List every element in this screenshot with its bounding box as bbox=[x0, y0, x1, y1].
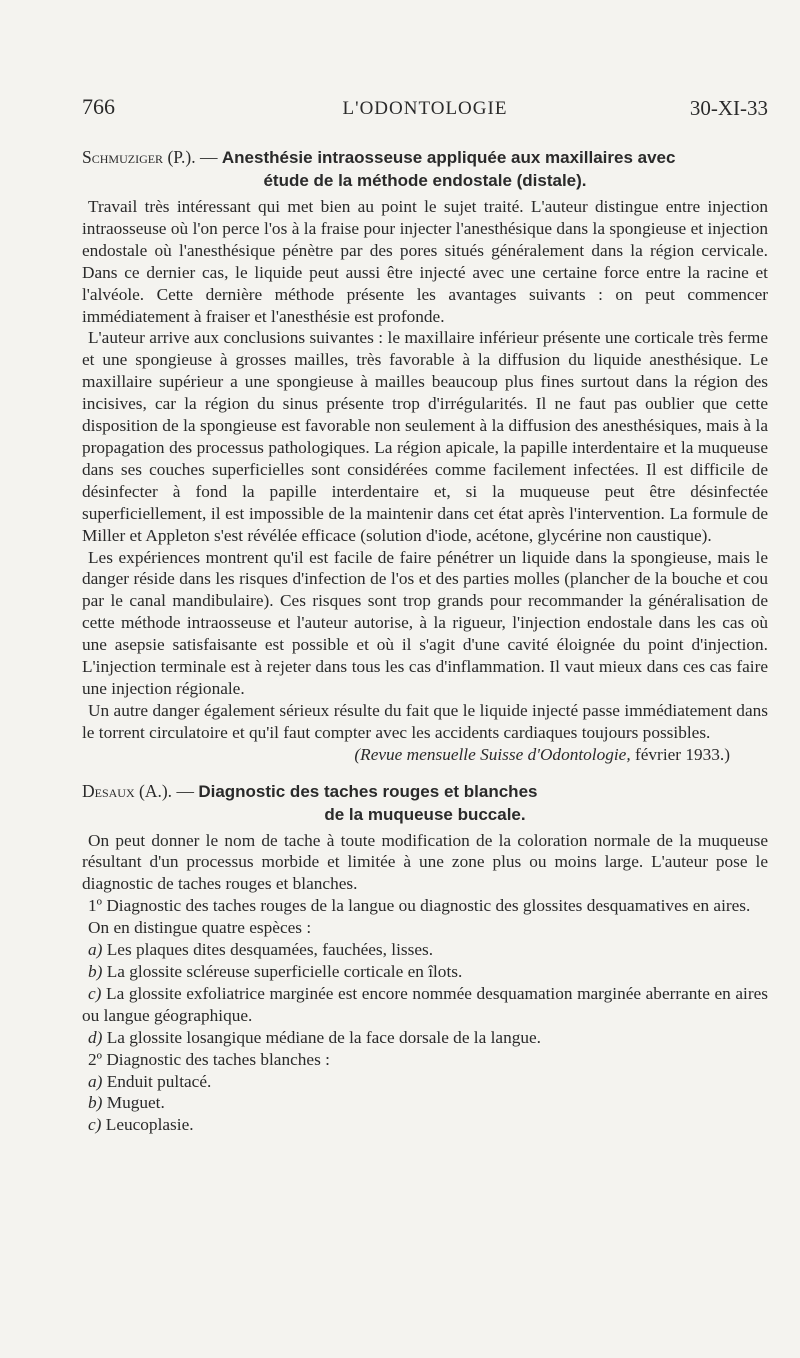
page bbox=[82, 88, 768, 1136]
entry-title-line2: de la muqueuse buccale. bbox=[324, 804, 526, 824]
list-marker: a) bbox=[88, 940, 103, 960]
list-marker: c) bbox=[88, 1115, 102, 1135]
source-journal: (Revue mensuelle Suisse d'Odontologie, bbox=[354, 744, 631, 764]
paragraph: 1º Diagnostic des taches rouges de la langue ou diagnostic des glossites desquamatives en aires. bbox=[88, 896, 751, 916]
section-heading: 2º Diagnostic des taches blanches : bbox=[88, 1049, 330, 1069]
list-marker: b) bbox=[88, 1093, 103, 1113]
entry-author: Schmuziger (P.). bbox=[82, 147, 196, 167]
entry-title-line1: Anesthésie intraosseuse appliquée aux maxillaires avec bbox=[221, 148, 676, 167]
list-item bbox=[82, 1114, 768, 1136]
list-marker: a) bbox=[88, 1071, 103, 1091]
journal-title: L'ODONTOLOGIE bbox=[342, 98, 508, 119]
heading-dash: — bbox=[172, 780, 199, 801]
list-text: La glossite losangique médiane de la face dorsale de la langue. bbox=[102, 1027, 541, 1047]
list-item bbox=[82, 961, 768, 983]
list-text: Muguet. bbox=[102, 1093, 165, 1113]
list-item bbox=[82, 1071, 768, 1093]
entry-heading bbox=[82, 146, 768, 192]
source-date: février 1933.) bbox=[630, 744, 730, 764]
list-item bbox=[82, 983, 768, 1027]
list-marker: d) bbox=[88, 1027, 103, 1047]
list-item bbox=[82, 939, 768, 961]
heading-dash: — bbox=[195, 147, 222, 167]
source-citation bbox=[82, 744, 768, 766]
paragraph: L'auteur arrive aux conclusions suivantes : le maxillaire inférieur présente une corticale très ferme et une spongieuse à grosses mailles, très favorable à la diffusion du liquide anesthésique. Le maxillaire supérieur a une spongieuse à mailles beaucoup plus fines surtout dans la région des incisives, car la région du sinus présente trop d'irrégularités. Il ne faut pas oublier que cette disposition de la spongieuse est favorable non seulement à la diffusion des anesthésiques, mais à la propagation des processus pathologiques. La région apicale, la papille interdentaire et la muqueuse dans ses couches superficielles sont considérées comme facilement infectées. Il est difficile de désinfecter à fond la papille interdentaire et, si la muqueuse peut être désinfectée superficiellement, il est impossible de la maintenir dans cet état après l'intervention. La formule de Miller et Appleton s'est révélée efficace (solution d'iode, acétone, glycérine non caustique). bbox=[82, 328, 768, 545]
entry-title-line2: étude de la méthode endostale (distale). bbox=[263, 171, 587, 190]
running-head bbox=[82, 88, 768, 132]
list-marker: b) bbox=[88, 962, 103, 981]
paragraph: Un autre danger également sérieux résulte du fait que le liquide injecté passe immédiatement dans le torrent circulatoire et qu'il faut compter avec les accidents cardiaques toujours possibles. bbox=[82, 700, 768, 742]
paragraph: On en distingue quatre espèces : bbox=[88, 918, 312, 938]
entry-heading bbox=[82, 780, 768, 826]
list-marker: c) bbox=[88, 983, 102, 1003]
list-item bbox=[82, 1027, 768, 1049]
review-entry-desaux bbox=[82, 780, 768, 1137]
page-number: 766 bbox=[82, 94, 115, 119]
list-text: La glossite exfoliatrice marginée est encore nommée desquamation marginée aberrante en aires ou langue géographique. bbox=[82, 983, 768, 1025]
list-item bbox=[82, 1092, 768, 1114]
list-text: Leucoplasie. bbox=[101, 1115, 194, 1135]
issue-date: 30-XI-33 bbox=[689, 96, 768, 120]
review-entry-schmuziger bbox=[82, 146, 768, 766]
list-text: Enduit pultacé. bbox=[102, 1071, 212, 1091]
paragraph: On peut donner le nom de tache à toute modification de la coloration normale de la muqueuse résultant d'un processus morbide et limitée à une zone plus ou moins large. L'auteur pose le diagnostic de taches rouges et blanches. bbox=[82, 830, 768, 894]
paragraph: Les expériences montrent qu'il est facile de faire pénétrer un liquide dans la spongieuse, mais le danger réside dans les risques d'infection de l'os et des parties molles (plancher de la bouche et cou par le canal mandibulaire). Ces risques sont trop grands pour recommander la généralisation de cette méthode intraosseuse et l'auteur autorise, à la rigueur, l'injection endostale dans les cas où une asepsie satisfaisante est possible et où il s'agit d'une cavité éloignée du point d'injection. L'injection terminale est à rejeter dans tous les cas d'inflammation. Il vaut mieux dans ces cas faire une injection régionale. bbox=[82, 547, 768, 698]
entry-author: Desaux (A.). bbox=[82, 780, 173, 801]
paragraph: Travail très intéressant qui met bien au point le sujet traité. L'auteur distingue entre injection intraosseuse où l'on perce l'os à la fraise pour injecter l'anesthésique dans la spongieuse et injection endostale où l'anesthésique pénètre par des pores situés généralement dans la région cervicale. Dans ce dernier cas, le liquide peut aussi être injecté avec une certaine force entre la racine et l'alvéole. Cette dernière méthode présente les avantages suivants : on peut commencer immédiatement à fraiser et l'anesthésie est profonde. bbox=[82, 197, 768, 326]
list-text: La glossite scléreuse superficielle corticale en îlots. bbox=[102, 962, 463, 981]
entry-title-line1: Diagnostic des taches rouges et blanches bbox=[198, 781, 538, 801]
list-text: Les plaques dites desquamées, fauchées, lisses. bbox=[102, 940, 434, 960]
